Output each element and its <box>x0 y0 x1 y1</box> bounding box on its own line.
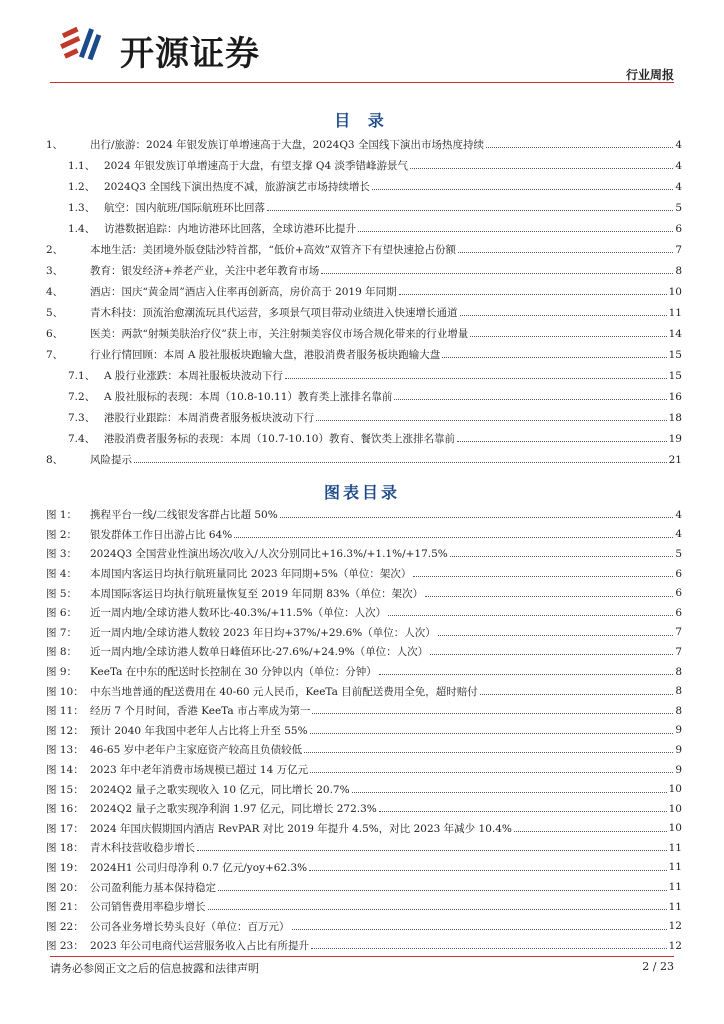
entry-title: 教育：银发经济+养老产业，关注中老年教育市场 <box>90 265 320 277</box>
entry-page-number: 11 <box>668 900 682 913</box>
figure-entry[interactable] <box>46 583 682 603</box>
entry-page-number: 9 <box>675 763 682 776</box>
entry-page-number: 14 <box>668 327 682 340</box>
entry-number: 图 9： <box>46 666 78 679</box>
entry-page-number: 6 <box>675 587 682 600</box>
dot-leader <box>352 792 667 793</box>
dot-leader <box>197 850 667 851</box>
entry-number: 7.3、 <box>68 412 96 424</box>
entry-page-number: 4 <box>675 180 682 193</box>
entry-title: 公司销售费用率稳步增长 <box>90 901 206 914</box>
dot-leader <box>304 752 673 753</box>
dot-leader <box>292 929 667 930</box>
entry-title: 青木科技营收稳步增长 <box>90 842 195 855</box>
entry-page-number: 5 <box>675 201 682 214</box>
entry-title: 风险提示 <box>90 454 132 466</box>
entry-number: 图 12： <box>46 724 84 737</box>
figure-entry[interactable] <box>46 858 682 878</box>
figure-entry[interactable] <box>46 603 682 623</box>
figure-entry[interactable] <box>46 505 682 525</box>
entry-number: 图 16： <box>46 803 84 816</box>
figure-list-heading: 图表目录 <box>323 483 400 502</box>
entry-page-number: 9 <box>675 743 682 756</box>
figure-entry[interactable] <box>46 916 682 936</box>
dot-leader <box>425 596 673 597</box>
dot-leader <box>486 147 673 148</box>
dot-leader <box>457 441 667 442</box>
dot-leader <box>394 399 666 400</box>
entry-title: KeeTa 在中东的配送时长控制在 30 分钟以内（单位：分钟） <box>90 666 377 679</box>
figure-entry[interactable] <box>46 877 682 897</box>
entry-title: 2023 年中老年消费市场规模已超过 14 万亿元 <box>90 764 309 777</box>
entry-page-number: 4 <box>675 528 682 541</box>
header-divider <box>50 82 674 83</box>
page-header <box>50 22 674 82</box>
entry-title: 出行/旅游：2024 年银发族订单增速高于大盘，2024Q3 全国线下演出市场热度持续 <box>90 139 484 151</box>
entry-page-number: 7 <box>675 645 682 658</box>
entry-title: 近一周内地/全球访港人数环比-40.3%/+11.5%（单位：人次） <box>90 607 387 620</box>
toc-entry[interactable] <box>46 407 682 428</box>
entry-page-number: 4 <box>675 508 682 521</box>
entry-page-number: 21 <box>668 453 682 466</box>
kaiyuan-logo-icon <box>58 24 106 68</box>
entry-number: 1.2、 <box>68 181 96 193</box>
entry-number: 图 4： <box>46 568 78 581</box>
footer-divider <box>50 956 674 957</box>
entry-title: 2024 年国庆假期国内酒店 RevPAR 对比 2019 年提升 4.5%，对比 2023 年减少 10.4% <box>90 822 512 835</box>
entry-title: 2023 年公司电商代运营服务收入占比有所提升 <box>90 940 310 953</box>
figure-entry[interactable] <box>46 544 682 564</box>
dot-leader <box>208 909 667 910</box>
entry-title: 本地生活：美团境外版登陆沙特首都，“低价+高效”双管齐下有望快速抢占份额 <box>90 244 457 256</box>
dot-leader <box>280 517 674 518</box>
footer-disclaimer: 请务必参阅正文之后的信息披露和法律声明 <box>50 962 259 975</box>
entry-page-number: 7 <box>675 243 682 256</box>
entry-title: A 股社服标的表现：本周（10.8-10.11）教育类上涨排名靠前 <box>104 391 393 403</box>
entry-number: 4、 <box>46 286 64 298</box>
entry-title: 公司盈利能力基本保持稳定 <box>90 881 216 894</box>
dot-leader <box>134 462 667 463</box>
entry-title: 行业行情回顾：本周 A 股社服板块跑输大盘，港股消费者服务板块跑输大盘 <box>90 349 441 361</box>
figure-entry[interactable] <box>46 799 682 819</box>
dot-leader <box>285 378 667 379</box>
dot-leader <box>442 357 666 358</box>
dot-leader <box>450 556 674 557</box>
entry-page-number: 8 <box>675 685 682 698</box>
entry-number: 图 23： <box>46 940 84 953</box>
dot-leader <box>480 694 674 695</box>
dot-leader <box>460 315 667 316</box>
entry-page-number: 10 <box>668 802 682 815</box>
entry-title: A 股行业涨跌：本周社服板块波动下行 <box>104 370 283 382</box>
figure-entry[interactable] <box>46 760 682 780</box>
toc-entry[interactable] <box>46 260 682 281</box>
toc-entry[interactable] <box>46 239 682 260</box>
figure-entry[interactable] <box>46 642 682 662</box>
figure-entry[interactable] <box>46 819 682 839</box>
entry-page-number: 8 <box>675 264 682 277</box>
entry-title: 2024Q2 量子之歌实现净利润 1.97 亿元，同比增长 272.3% <box>90 803 377 816</box>
figure-list <box>46 505 682 956</box>
table-of-contents <box>46 134 682 470</box>
dot-leader <box>438 635 674 636</box>
dot-leader <box>399 294 667 295</box>
entry-title: 2024Q3 全国线下演出热度不减，旅游演艺市场持续增长 <box>104 181 370 193</box>
toc-entry[interactable] <box>46 176 682 197</box>
entry-page-number: 10 <box>668 822 682 835</box>
entry-page-number: 12 <box>668 920 682 933</box>
entry-page-number: 9 <box>675 724 682 737</box>
dot-leader <box>312 713 673 714</box>
toc-entry[interactable] <box>46 134 682 155</box>
entry-title: 近一周内地/全球访港人数单日峰值环比-27.6%/+24.9%（单位：人次） <box>90 646 429 659</box>
entry-page-number: 12 <box>668 939 682 952</box>
entry-number: 图 10： <box>46 685 84 698</box>
toc-entry[interactable] <box>46 428 682 449</box>
toc-entry[interactable] <box>46 218 682 239</box>
figure-entry[interactable] <box>46 662 682 682</box>
toc-heading: 目 录 <box>334 111 390 130</box>
dot-leader <box>234 537 673 538</box>
entry-number: 图 19： <box>46 861 84 874</box>
entry-page-number: 8 <box>675 665 682 678</box>
entry-title: 公司各业务增长势头良好（单位：百万元） <box>90 920 290 933</box>
dot-leader <box>514 831 667 832</box>
entry-number: 7.2、 <box>68 391 96 403</box>
dot-leader <box>310 733 674 734</box>
entry-title: 2024Q3 全国营业性演出场次/收入/人次分别同比+16.3%/+1.1%/+17.5% <box>90 548 448 561</box>
figure-entry[interactable] <box>46 897 682 917</box>
entry-page-number: 11 <box>668 861 682 874</box>
entry-page-number: 6 <box>675 222 682 235</box>
figure-entry[interactable] <box>46 564 682 584</box>
dot-leader <box>309 870 666 871</box>
entry-number: 6、 <box>46 328 64 340</box>
entry-title: 近一周内地/全球访港人数较 2023 年日均+37%/+29.6%（单位：人次） <box>90 626 436 639</box>
dot-leader <box>372 189 673 190</box>
report-type-label: 行业周报 <box>625 68 674 82</box>
dot-leader <box>267 210 673 211</box>
dot-leader <box>458 252 673 253</box>
figure-entry[interactable] <box>46 525 682 545</box>
toc-entry[interactable] <box>46 302 682 323</box>
figure-entry[interactable] <box>46 701 682 721</box>
entry-page-number: 10 <box>668 285 682 298</box>
figure-entry[interactable] <box>46 721 682 741</box>
dot-leader <box>413 576 673 577</box>
entry-title: 中东当地普通的配送费用在 40-60 元人民币，KeeTa 目前配送费用全免，超时赔付 <box>90 685 478 698</box>
entry-title: 港股消费者服务标的表现：本周（10.7-10.10）教育、餐饮类上涨排名靠前 <box>104 433 455 445</box>
entry-title: 酒店：国庆“黄金周”酒店入住率再创新高，房价高于 2019 年同期 <box>90 286 397 298</box>
entry-number: 图 21： <box>46 901 84 914</box>
dot-leader <box>379 811 667 812</box>
entry-number: 1.1、 <box>68 160 96 172</box>
entry-number: 图 15： <box>46 783 84 796</box>
entry-page-number: 10 <box>668 783 682 796</box>
toc-entry[interactable] <box>46 449 682 470</box>
entry-page-number: 4 <box>675 138 682 151</box>
entry-page-number: 7 <box>675 626 682 639</box>
toc-entry[interactable] <box>46 281 682 302</box>
entry-title: 青木科技：顶流治愈潮流玩具代运营，多项景气项目带动业绩进入快速增长通道 <box>90 307 458 319</box>
entry-number: 图 5： <box>46 587 78 600</box>
entry-number: 1.3、 <box>68 202 96 214</box>
entry-title: 2024Q2 量子之歌实现收入 10 亿元，同比增长 20.7% <box>90 783 350 796</box>
entry-page-number: 11 <box>668 306 682 319</box>
entry-number: 图 22： <box>46 920 84 933</box>
dot-leader <box>310 772 673 773</box>
toc-entry[interactable] <box>46 386 682 407</box>
dot-leader <box>316 420 667 421</box>
entry-number: 图 8： <box>46 646 78 659</box>
figure-entry[interactable] <box>46 740 682 760</box>
toc-entry[interactable] <box>46 197 682 218</box>
entry-title: 航空：国内航班/国际航班环比回落 <box>104 202 266 214</box>
figure-entry[interactable] <box>46 936 682 956</box>
entry-page-number: 15 <box>668 369 682 382</box>
entry-number: 图 14： <box>46 764 84 777</box>
entry-page-number: 11 <box>668 881 682 894</box>
entry-page-number: 6 <box>675 567 682 580</box>
entry-page-number: 8 <box>675 704 682 717</box>
entry-page-number: 6 <box>675 606 682 619</box>
entry-number: 1、 <box>46 139 64 151</box>
entry-number: 3、 <box>46 265 64 277</box>
dot-leader <box>410 168 673 169</box>
figure-entry[interactable] <box>46 681 682 701</box>
entry-number: 2、 <box>46 244 64 256</box>
dot-leader <box>321 273 673 274</box>
entry-title: 2024H1 公司归母净利 0.7 亿元/yoy+62.3% <box>90 861 308 874</box>
entry-page-number: 18 <box>668 411 682 424</box>
dot-leader <box>430 654 673 655</box>
toc-entry[interactable] <box>46 155 682 176</box>
entry-number: 图 6： <box>46 607 78 620</box>
entry-page-number: 16 <box>668 390 682 403</box>
entry-number: 图 11： <box>46 705 84 718</box>
dot-leader <box>470 336 666 337</box>
entry-number: 图 2： <box>46 528 78 541</box>
entry-title: 经历 7 个月时间，香港 KeeTa 市占率成为第一 <box>90 705 311 718</box>
entry-number: 7.4、 <box>68 433 96 445</box>
toc-entry[interactable] <box>46 344 682 365</box>
entry-title: 46-65 岁中老年户主家庭资产较高且负债较低 <box>90 744 303 757</box>
entry-number: 5、 <box>46 307 64 319</box>
dot-leader <box>218 890 667 891</box>
entry-title: 本周国内客运日均执行航班量同比 2023 年同期+5%（单位：架次） <box>90 568 412 581</box>
dot-leader <box>358 231 673 232</box>
entry-number: 图 3： <box>46 548 78 561</box>
entry-number: 图 17： <box>46 822 84 835</box>
toc-entry[interactable] <box>46 365 682 386</box>
entry-title: 预计 2040 年我国中老年人占比将上升至 55% <box>90 724 308 737</box>
entry-number: 7、 <box>46 349 64 361</box>
dot-leader <box>311 948 667 949</box>
entry-page-number: 19 <box>668 432 682 445</box>
figure-entry[interactable] <box>46 838 682 858</box>
entry-title: 本周国际客运日均执行航班量恢复至 2019 年同期 83%（单位：架次） <box>90 587 424 600</box>
entry-title: 访港数据追踪：内地访港环比回落，全球访港环比提升 <box>104 223 356 235</box>
entry-number: 8、 <box>46 454 64 466</box>
entry-number: 图 7： <box>46 626 78 639</box>
entry-number: 1.4、 <box>68 223 96 235</box>
entry-number: 图 1： <box>46 509 78 522</box>
entry-number: 图 13： <box>46 744 84 757</box>
entry-number: 7.1、 <box>68 370 96 382</box>
dot-leader <box>379 674 674 675</box>
figure-entry[interactable] <box>46 623 682 643</box>
entry-page-number: 15 <box>668 348 682 361</box>
dot-leader <box>388 615 673 616</box>
entry-title: 医美：两款“射频美肤治疗仪”获上市，关注射频美容仪市场合规化带来的行业增量 <box>90 328 469 340</box>
entry-page-number: 4 <box>675 159 682 172</box>
toc-entry[interactable] <box>46 323 682 344</box>
page-number: 2 / 23 <box>642 960 674 973</box>
entry-number: 图 18： <box>46 842 84 855</box>
entry-page-number: 5 <box>675 547 682 560</box>
figure-entry[interactable] <box>46 779 682 799</box>
entry-number: 图 20： <box>46 881 84 894</box>
entry-title: 银发群体工作日出游占比 64% <box>90 528 233 541</box>
brand-name: 开源证券 <box>120 34 260 74</box>
entry-title: 港股行业跟踪：本周消费者服务板块波动下行 <box>104 412 314 424</box>
entry-title: 2024 年银发族订单增速高于大盘，有望支撑 Q4 淡季错峰游景气 <box>104 160 409 172</box>
entry-page-number: 11 <box>668 841 682 854</box>
entry-title: 携程平台一线/二线银发客群占比超 50% <box>90 509 278 522</box>
